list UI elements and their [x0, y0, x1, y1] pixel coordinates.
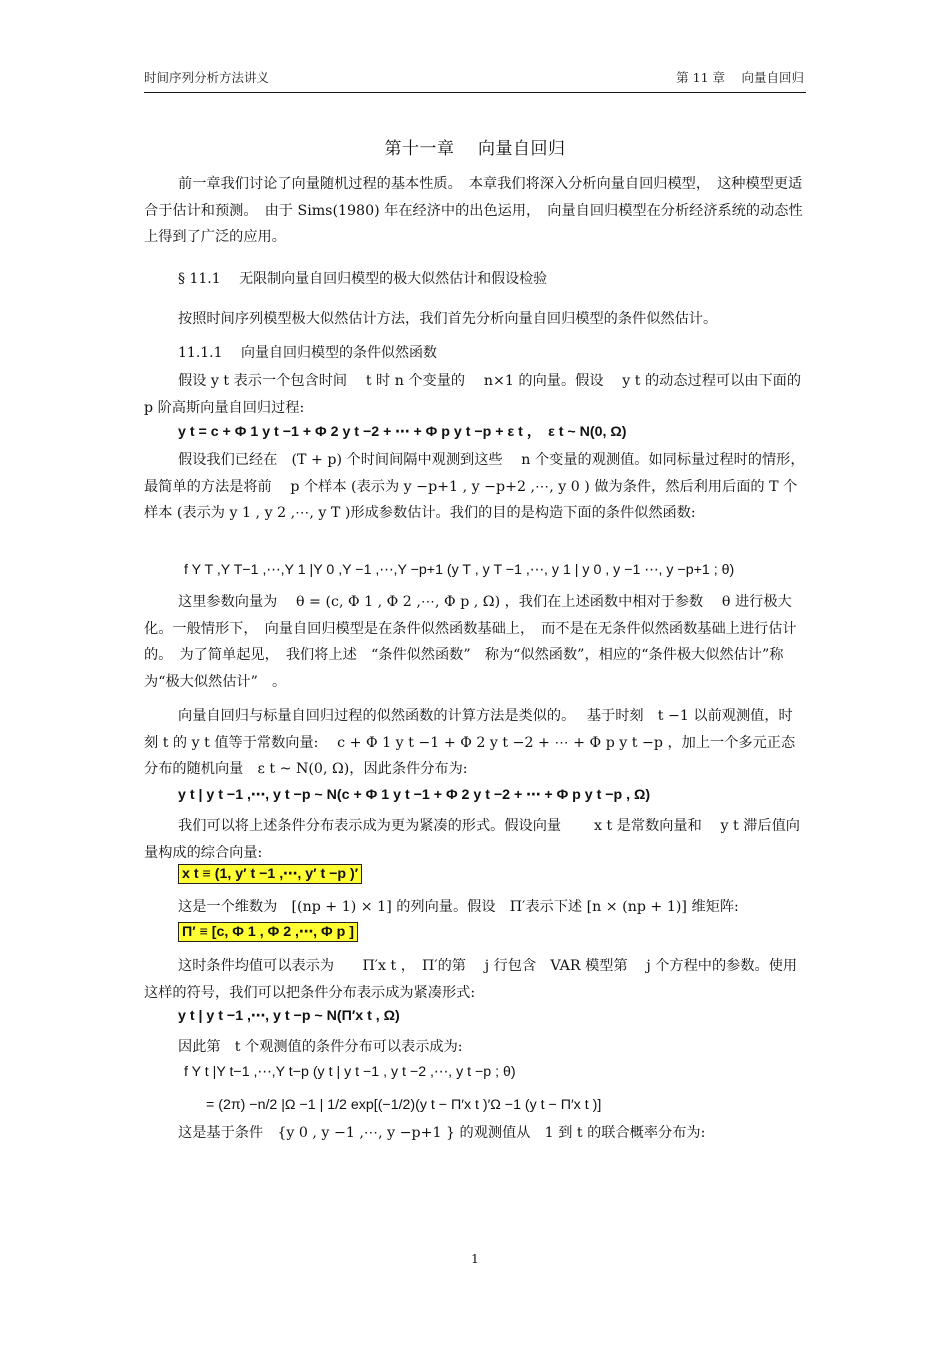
observation-t-paragraph: 因此第 t 个观测值的条件分布可以表示成为: — [178, 1039, 463, 1055]
conditional-likelihood-equation: f Y T ,Y T−1 ,⋯,Y 1 |Y 0 ,Y −1 ,⋯,Y −p+1 (y T , y T −1 ,⋯, y 1 | y 0 , y −1 ⋯, y −p+1 ; θ) — [184, 562, 735, 578]
mle-intro-paragraph: 按照时间序列模型极大似然估计方法，我们首先分析向量自回归模型的条件似然估计。 — [178, 311, 718, 327]
intro-paragraph: 前一章我们讨论了向量随机过程的基本性质。 本章我们将深入分析向量自回归模型， 这种模型更适合于估计和预测。 由于 Sims(1980) 年在经济中的出色运用， 向量自回归模型在分析经济系统的动态性上得到了广泛的应用。 — [144, 176, 803, 245]
header-right: 第 11 章 向量自回归 — [676, 70, 804, 85]
subsection-title: 11.1.1 向量自回归模型的条件似然函数 — [178, 345, 437, 361]
header-left: 时间序列分析方法讲义 — [144, 70, 270, 85]
header-rule — [144, 92, 806, 93]
analogous-paragraph: 向量自回归与标量自回归过程的似然函数的计算方法是类似的。 基于时刻 t −1 以前观测值，时刻 t 的 y t 值等于常数向量: c + Φ 1 y t −1 + Φ 2 y t −2 + ⋯ + Φ p y t −p ，加上一个多元正态分布的随机向量 ε t ~ N(0, Ω)，因此条件分布为: — [144, 708, 796, 777]
conditional-mean-paragraph: 这时条件均值可以表示为 Π′x t ， Π′的第 j 行包含 VAR 模型第 j 个方程中的参数。使用这样的符号，我们可以把条件分布表示成为紧凑形式: — [144, 958, 798, 1001]
theta-paragraph: 这里参数向量为 θ = (c, Φ 1 , Φ 2 ,⋯, Φ p , Ω) ，我们在上述函数中相对于参数 θ 进行极大化。一般情形下， 向量自回归模型是在条件似然函数基础上， 而不是在无条件似然函数基础上进行估计的。 为了简单起见， 我们将上述 “条件似然函数” 称为“似然函数”，相应的“条件极大似然估计”称为“极大似然估计” 。 — [144, 594, 797, 690]
observations-paragraph: 假设我们已经在 (T + p) 个时间间隔中观测到这些 n 个变量的观测值。如同标量过程时的情形，最简单的方法是将前 p 个样本 (表示为 y −p+1 , y −p+2 ,⋯, y 0 ) 做为条件，然后利用后面的 T 个样本 (表示为 y 1 , y 2 ,⋯, y T )形成参数估计。我们的目的是构造下面的条件似然函数: — [144, 452, 805, 521]
conditional-distribution-equation: y t | y t −1 ,⋯, y t −p ~ N(c + Φ 1 y t −1 + Φ 2 y t −2 + ⋯ + Φ p y t −p , Ω) — [178, 787, 651, 803]
section-title: § 11.1 无限制向量自回归模型的极大似然估计和假设检验 — [178, 271, 548, 287]
pi-highlight: Π′ ≡ [c, Φ 1 , Φ 2 ,⋯, Φ p ] — [178, 922, 358, 942]
compact-distribution-equation: y t | y t −1 ,⋯, y t −p ~ N(Π′x t , Ω) — [178, 1008, 400, 1024]
compact-form-paragraph: 我们可以将上述条件分布表示成为更为紧凑的形式。假设向量 x t 是常数向量和 y t 滞后值向量构成的综合向量: — [144, 818, 800, 861]
assumption-paragraph: 假设 y t 表示一个包含时间 t 时 n 个变量的 n×1 的向量。假设 y t 的动态过程可以由下面的 p 阶高斯向量自回归过程: — [144, 373, 802, 416]
pi-definition-equation — [178, 924, 358, 940]
density-formula-equation: = (2π) −n/2 |Ω −1 | 1/2 exp[(−1/2)(y t − Π′x t )′Ω −1 (y t − Π′x t )] — [206, 1097, 602, 1113]
xt-highlight: x t ≡ (1, y′ t −1 ,⋯, y′ t −p )′ — [178, 864, 362, 884]
chapter-title: 第十一章 向量自回归 — [384, 139, 566, 159]
joint-distribution-paragraph: 这是基于条件 {y 0 , y −1 ,⋯, y −p+1 } 的观测值从 1 到 t 的联合概率分布为: — [178, 1125, 706, 1141]
dimension-paragraph: 这是一个维数为 [(np + 1) × 1] 的列向量。假设 Π′表示下述 [n × (np + 1)] 维矩阵: — [178, 899, 739, 915]
density-f-equation: f Y t |Y t−1 ,⋯,Y t−p (y t | y t −1 , y t −2 ,⋯, y t −p ; θ) — [184, 1064, 516, 1080]
xt-definition-equation — [178, 866, 362, 882]
page-number: 1 — [471, 1252, 479, 1266]
var-equation: y t = c + Φ 1 y t −1 + Φ 2 y t −2 + ⋯ + Φ p y t −p + ε t ， ε t ~ N(0, Ω) — [178, 424, 627, 440]
